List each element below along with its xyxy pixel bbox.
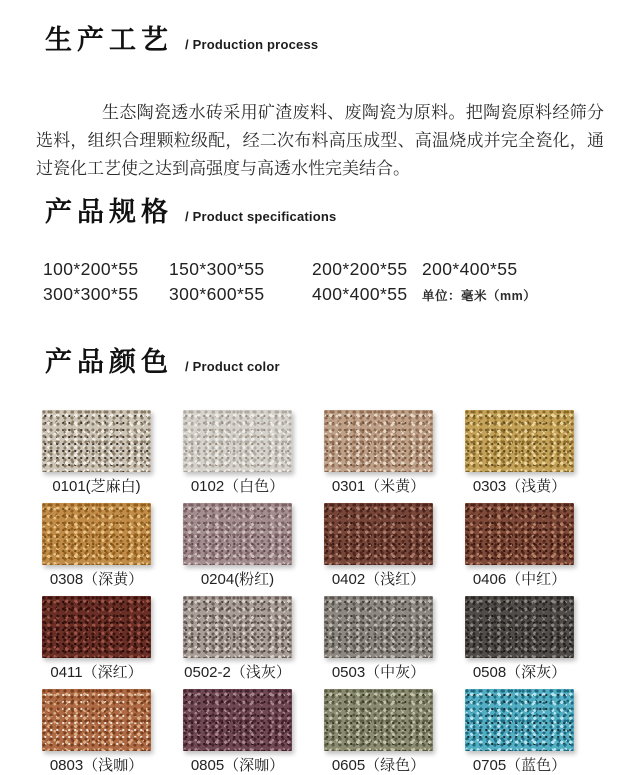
color-code-label: 0803（浅咖） — [49, 757, 144, 774]
color-code-label: 0101(芝麻白) — [52, 478, 141, 495]
color-swatch-grid — [42, 410, 574, 774]
spec-size: 150*300*55 — [169, 259, 265, 279]
color-code-label: 0705（蓝色） — [472, 757, 567, 774]
color-swatch — [465, 410, 574, 472]
section-heading-specs — [45, 190, 336, 229]
colors-title-en: / Product color — [185, 359, 280, 374]
color-item — [465, 503, 574, 588]
section-heading-process — [45, 18, 318, 57]
color-swatch — [183, 410, 292, 472]
colors-title-zh: 产品颜色 — [45, 347, 173, 377]
color-swatch — [465, 503, 574, 565]
color-swatch — [42, 410, 151, 472]
section-heading-colors — [45, 340, 280, 379]
color-item — [183, 596, 292, 681]
color-code-label: 0102（白色） — [190, 478, 285, 495]
color-swatch — [324, 503, 433, 565]
color-item — [42, 689, 151, 774]
color-code-label: 0805（深咖） — [190, 757, 285, 774]
spec-unit-note: 单位：毫米（mm） — [422, 288, 537, 303]
color-code-label: 0303（浅黄） — [472, 478, 567, 495]
color-item — [324, 689, 433, 774]
color-swatch — [183, 689, 292, 751]
color-swatch — [465, 689, 574, 751]
color-swatch — [465, 596, 574, 658]
color-item — [183, 410, 292, 495]
specs-title-en: / Product specifications — [185, 209, 337, 224]
color-swatch — [324, 410, 433, 472]
color-item — [42, 410, 151, 495]
color-code-label: 0502-2（浅灰） — [184, 664, 291, 681]
color-code-label: 0406（中红） — [472, 571, 567, 588]
process-title-zh: 生产工艺 — [45, 25, 173, 55]
color-swatch — [183, 596, 292, 658]
spec-size: 200*200*55 — [312, 259, 408, 279]
spec-size: 300*300*55 — [43, 284, 139, 304]
color-code-label: 0508（深灰） — [472, 664, 567, 681]
color-item — [465, 410, 574, 495]
color-swatch — [42, 689, 151, 751]
spec-size: 100*200*55 — [43, 259, 139, 279]
spec-size: 300*600*55 — [169, 284, 265, 304]
color-code-label: 0402（浅红） — [331, 571, 426, 588]
spec-size: 400*400*55 — [312, 284, 408, 304]
spec-table — [43, 259, 536, 305]
color-item — [324, 503, 433, 588]
process-description: 生态陶瓷透水砖采用矿渣废料、废陶瓷为原料。把陶瓷原料经筛分选料，组织合理颗粒级配，经二次布料高压成型、高温烧成并完全瓷化，通过瓷化工艺使之达到高强度与高透水性完美结合。 — [36, 103, 604, 178]
color-item — [183, 689, 292, 774]
color-swatch — [183, 503, 292, 565]
color-swatch — [324, 596, 433, 658]
color-code-label: 0605（绿色） — [331, 757, 426, 774]
color-item — [465, 689, 574, 774]
color-item — [42, 503, 151, 588]
process-title-en: / Production process — [185, 37, 319, 52]
color-code-label: 0301（米黄） — [331, 478, 426, 495]
color-item — [465, 596, 574, 681]
color-swatch — [42, 503, 151, 565]
color-code-label: 0503（中灰） — [331, 664, 426, 681]
color-code-label: 0204(粉红) — [200, 571, 275, 588]
color-swatch — [324, 689, 433, 751]
color-item — [42, 596, 151, 681]
specs-title-zh: 产品规格 — [45, 197, 173, 227]
spec-size: 200*400*55 — [422, 259, 518, 279]
color-item — [183, 503, 292, 588]
color-item — [324, 596, 433, 681]
color-item — [324, 410, 433, 495]
color-swatch — [42, 596, 151, 658]
color-code-label: 0411（深红） — [50, 664, 143, 681]
color-code-label: 0308（深黄） — [49, 571, 144, 588]
